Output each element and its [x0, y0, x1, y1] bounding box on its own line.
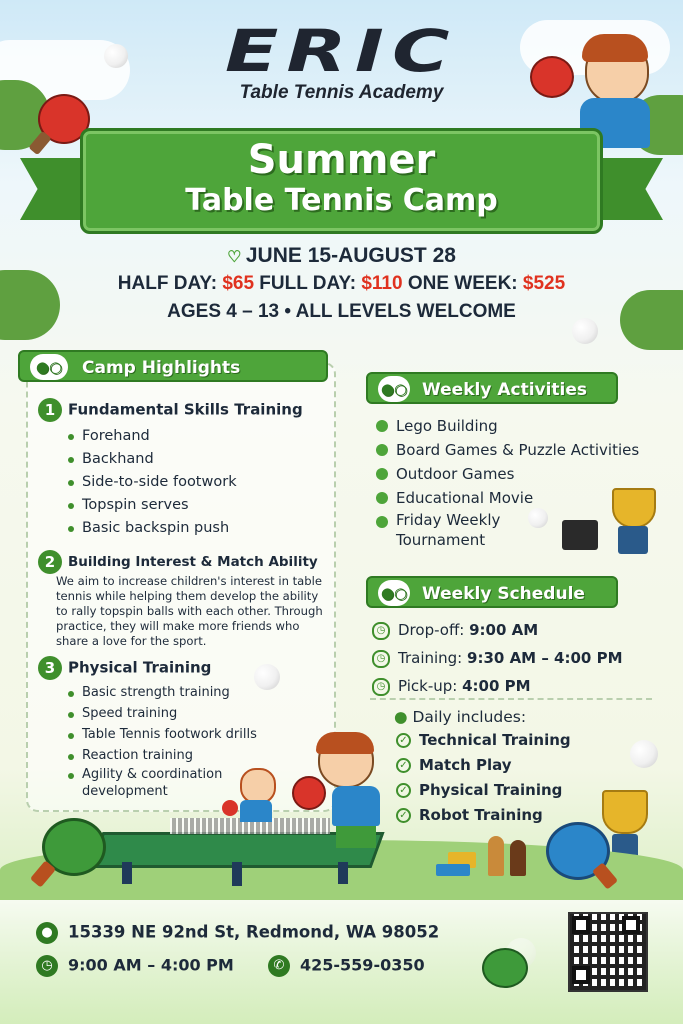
camp-highlights-header: ●○ Camp Highlights [18, 350, 328, 382]
pricing-line: HALF DAY: $65 FULL DAY: $110 ONE WEEK: $525 [117, 273, 566, 294]
location-pin-icon: ● [36, 922, 58, 944]
section-title: Fundamental Skills Training [68, 400, 303, 419]
chess-piece-icon [510, 840, 526, 876]
daily-list [396, 728, 616, 828]
qr-finder [572, 966, 590, 984]
section-title: Building Interest & Match Ability [68, 554, 318, 570]
list-item: ✓ Match Play [396, 753, 616, 778]
full-day-price: $110 [361, 273, 403, 294]
list-item: ✓ Robot Training [396, 803, 616, 828]
list-item: Lego Building [374, 414, 664, 438]
clock-icon: ◷ [36, 955, 58, 977]
section-number: 2 [38, 550, 62, 574]
clock-icon: ◷ [372, 622, 390, 640]
section-description: We aim to increase children's interest in table tennis while helping them develop the ability to rally topspin balls with each other. Through practice, they will make more friends who share a love for the sport. [56, 574, 323, 648]
list-item: Speed training [64, 703, 328, 724]
paddle-icon [482, 948, 528, 988]
schedule-row: ◷ Training: 9:30 AM – 4:00 PM [372, 644, 672, 672]
weekly-activities-header: ●○ Weekly Activities [366, 372, 618, 404]
camp-dates: ♡ JUNE 15-AUGUST 28 [227, 244, 456, 267]
list-item: Friday Weekly Tournament [374, 510, 516, 552]
list-item: Topspin serves [64, 494, 328, 517]
list-item: Forehand [64, 425, 328, 448]
list-item: ✓ Technical Training [396, 728, 616, 753]
ping-pong-ball [254, 664, 280, 690]
banner-subtitle: Table Tennis Camp [185, 183, 498, 218]
section-title: Physical Training [68, 658, 212, 677]
skills-list [64, 425, 328, 540]
list-item: Basic strength training [64, 682, 328, 703]
phone-icon: ✆ [268, 955, 290, 977]
highlight-section-2 [38, 550, 328, 649]
heart-icon: ♡ [227, 249, 246, 266]
ages-line: AGES 4 – 13 • ALL LEVELS WELCOME [167, 301, 516, 322]
ping-pong-ball [630, 740, 658, 768]
check-icon: ✓ [396, 758, 411, 773]
phone-line [268, 955, 425, 977]
section-number: 1 [38, 398, 62, 422]
paddle-icon [292, 776, 326, 810]
phone-number[interactable]: 425-559-0350 [300, 955, 425, 975]
clapperboard-icon [562, 520, 598, 550]
list-item: Board Games & Puzzle Activities [374, 438, 664, 462]
boy-shirt [332, 786, 380, 826]
check-icon: ✓ [396, 733, 411, 748]
clock-icon: ◷ [372, 678, 390, 696]
physical-list [64, 682, 328, 804]
table-leg [338, 862, 348, 884]
address-line: ● 15339 NE 92nd St, Redmond, WA 98052 [36, 922, 439, 944]
clock-icon: ◷ [372, 650, 390, 668]
logo [0, 17, 683, 104]
banner-ribbon [80, 128, 603, 234]
girl-illustration [240, 768, 276, 804]
schedule-row: ◷ Drop-off: 9:00 AM [372, 616, 672, 644]
paddle-icon [222, 800, 238, 816]
list-item: Agility & coordination development [64, 766, 232, 804]
logo-mark: ERIC [225, 17, 458, 85]
list-item: Table Tennis footwork drills [64, 724, 328, 745]
logo-subtitle: Table Tennis Academy [239, 82, 444, 103]
banner-title: Summer [247, 137, 436, 183]
paddle-ball-icon: ● [394, 708, 408, 726]
table-leg [232, 862, 242, 886]
trophy-icon [612, 488, 656, 528]
one-week-price: $525 [522, 273, 566, 294]
list-item: Side-to-side footwork [64, 471, 328, 494]
list-item: Reaction training [64, 745, 328, 766]
boy-shorts [336, 826, 376, 848]
title-banner [40, 128, 643, 238]
divider [370, 698, 652, 700]
hours-line: ◷ 9:00 AM – 4:00 PM [36, 955, 234, 977]
schedule-list [372, 616, 672, 700]
paddle-ball-icon: ●○ [30, 354, 68, 380]
chess-piece-icon [488, 836, 504, 876]
list-item: Outdoor Games [374, 462, 664, 486]
trophy-icon [602, 790, 648, 834]
paddle-ball-icon: ●○ [378, 376, 410, 402]
trophy-base [618, 526, 648, 554]
girl-shirt [240, 800, 272, 822]
ping-pong-ball [572, 318, 598, 344]
ping-pong-ball [104, 44, 128, 68]
qr-finder [622, 916, 640, 934]
section-number: 3 [38, 656, 62, 680]
half-day-price: $65 [222, 273, 255, 294]
daily-includes-label: ● Daily includes: [394, 708, 527, 726]
paddle-ball-icon: ●○ [378, 580, 410, 606]
check-icon: ✓ [396, 783, 411, 798]
list-item: Educational Movie [374, 486, 664, 510]
highlight-section-3 [38, 656, 328, 804]
list-item: Basic backspin push [64, 517, 328, 540]
list-item: ✓ Physical Training [396, 778, 616, 803]
highlight-section-1 [38, 398, 328, 540]
table-leg [122, 862, 132, 884]
boy-hair [316, 732, 374, 754]
lego-icon [436, 864, 470, 876]
ping-pong-ball [528, 508, 548, 528]
list-item: Backhand [64, 448, 328, 471]
check-icon: ✓ [396, 808, 411, 823]
weekly-schedule-header: ●○ Weekly Schedule [366, 576, 618, 608]
qr-finder [572, 916, 590, 934]
schedule-row: ◷ Pick-up: 4:00 PM [372, 672, 672, 700]
